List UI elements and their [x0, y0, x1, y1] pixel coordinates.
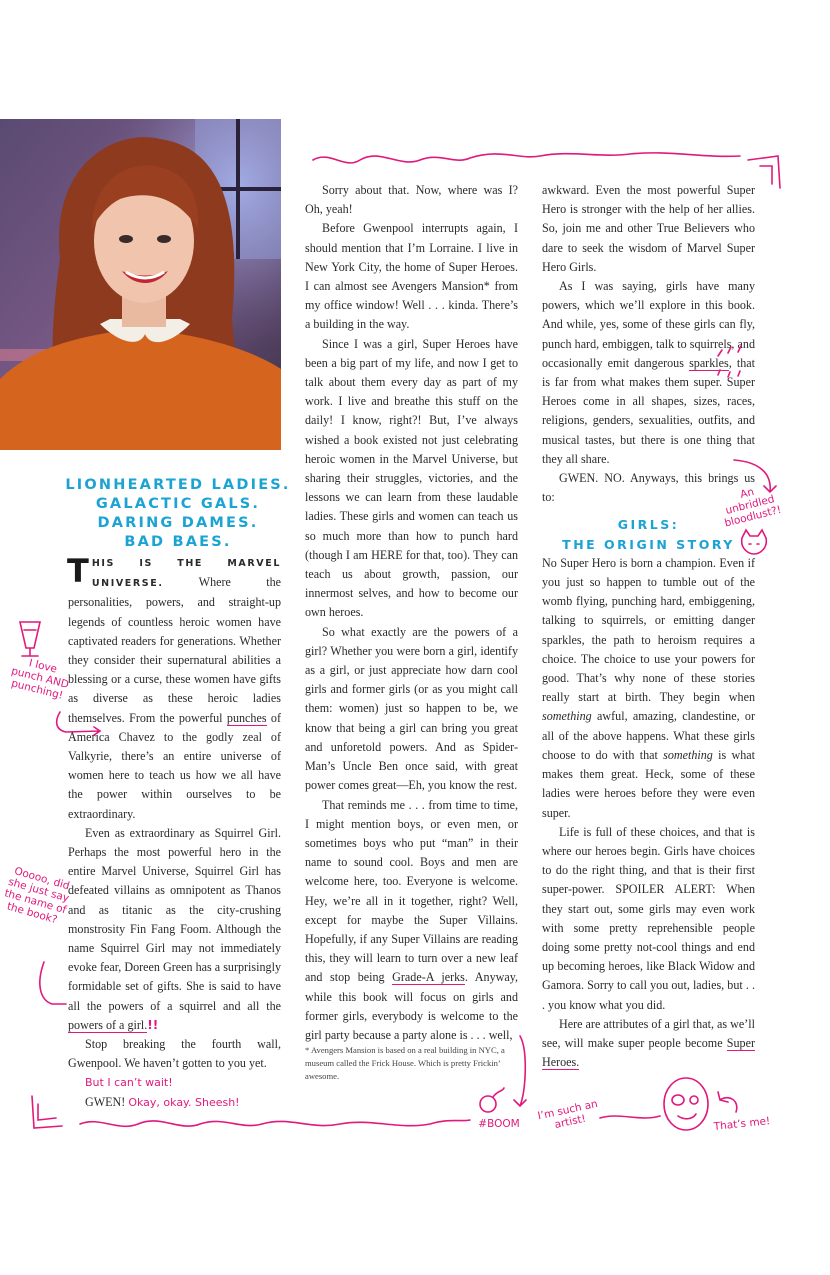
self-portrait-eye	[672, 1095, 684, 1105]
headline-line: BAD BAES.	[124, 534, 232, 550]
underlined-text: Grade-A jerks	[392, 970, 465, 985]
headline-line: LIONHEARTED LADIES.	[65, 477, 291, 493]
author-portrait	[0, 119, 281, 450]
column-3	[542, 181, 755, 1072]
paragraph	[305, 796, 518, 1046]
paragraph-text: awful, amazing, clandestine, or all of the above happens. What these girls choose to do with that	[542, 709, 755, 762]
paragraph-text: GWEN!	[85, 1094, 129, 1109]
paragraph: Since I was a girl, Super Heroes have been a big part of my life, and now I get to talk about them every day as part of my work. I live and breathe this stuff on the daily! I know, right?! But, I’ve always wished a book existed not just celebrating heroic women in the Marvel Universe, but sharing their struggles, victories, and the lessons we can learn from these laudable ladies. These girls and women can teach us so much more than how to punch hard (though I am HERE for that, too). They can teach us about growth, passion, our innermost selves, and how to become our own heroes.	[305, 336, 518, 620]
gwenpool-interjection: But I can’t wait!	[85, 1076, 173, 1090]
paragraph: So what exactly are the powers of a girl? Whether you were born a girl, identify as a girl, or just appreciate how darn cool girls and former girls (or as you might call them: women) just so happen to be, we know that being a girl can bring you great and unforetold powers. And as Spider-Man’s Uncle Ben once said, with great power comes great—Eh, you know the rest.	[305, 624, 518, 793]
paragraph: Sorry about that. Now, where was I? Oh, yeah!	[305, 183, 518, 217]
paragraph	[542, 277, 755, 469]
italic-text: something	[663, 747, 713, 762]
self-portrait-eye	[690, 1096, 698, 1104]
paragraph: Life is full of these choices, and that is where our heroes begin. Girls have choices to do the right thing, and that is their first super-power. SPOILER ALERT: When they start out, some girls may even work with some pretty reprehensible people doing some pretty not-cool things and end up becoming heroes, like Black Widow and Gamora. Sorry to call you out, ladies, but . . . you know what you did.	[542, 824, 755, 1012]
drop-cap: T	[67, 552, 89, 590]
doodle-ooooo: Ooooo, did she just say the name of the book?	[3, 865, 71, 927]
italic-text: something	[542, 709, 592, 724]
arrow-thats-me	[718, 1092, 737, 1112]
underlined-text: powers of a girl.	[68, 1017, 148, 1032]
paragraph-text: As I was saying, girls have many powers, which we’ll explore in this book. And while, yes, some of these girls can fly, punch hard, embiggen, talk to squirrels, and occasionally emit dangerous	[542, 279, 755, 370]
self-portrait-doodle	[664, 1078, 708, 1130]
doodle-artist: I’m such an artist!	[536, 1097, 599, 1132]
column-2	[305, 181, 518, 1045]
doodle-bloodlust: An unbridled bloodlust?!	[723, 485, 783, 530]
paragraph	[68, 1093, 281, 1112]
paragraph-text: Even as extraordinary as Squirrel Girl. Perhaps the most powerful hero in the entire Marvel Universe, Squirrel Girl has defeated villains as omnipotent as Thanos and as titanic as the city-crushing monstrosity Fin Fang Foom. Although the name Squirrel Girl may not immediately evoke fear, Doreen Green has a surprisingly formidable set of gifts. She is said to have all the powers of a squirrel and all the	[68, 825, 281, 1013]
paragraph	[542, 554, 755, 823]
underlined-text: punches	[226, 710, 267, 725]
squiggle-bottom	[80, 1120, 470, 1126]
section-heading-line: THE ORIGIN STORY	[562, 536, 735, 552]
paragraph	[542, 1015, 755, 1073]
footnote	[305, 1044, 518, 1083]
lead-smallcaps: HIS IS THE MARVEL UNIVERSE.	[91, 558, 281, 590]
section-heading-line: GIRLS:	[617, 517, 680, 533]
bomb-fuse	[493, 1088, 504, 1097]
headline	[60, 476, 296, 552]
arrow-ooooo	[40, 962, 66, 1004]
footnote-text: * Avengers Mansion is based on a real building in NYC, a museum called the Frick House. Which is pretty Frickin’ awesome.	[305, 1045, 505, 1081]
paragraph	[68, 824, 281, 1035]
paragraph-text: is what makes them great. Heck, some of these ladies were heroes before they were even super.	[542, 747, 755, 820]
headline-line: DARING DAMES.	[97, 515, 259, 531]
intro-paragraph	[68, 553, 281, 824]
gwenpool-interjection: Okay, okay. Sheesh!	[128, 1095, 240, 1109]
underlined-text: Super Heroes.	[542, 1035, 755, 1070]
paragraph: awkward. Even the most powerful Super Hero is stronger with the help of her allies. So, join me and other True Believers who dare to seek the wisdom of Marvel Super Hero Girls.	[542, 183, 755, 274]
squiggle-bottom-right	[600, 1116, 660, 1118]
paragraph: Before Gwenpool interrupts again, I should mention that I’m Lorraine. I live in New York City, the home of Super Heroes. I can almost see Avengers Mansion* from my office window! Well . . . kinda. There’s a building in the way.	[305, 221, 518, 332]
paragraph-text: , that is far from what makes them super. Super Heroes come in all shapes, sizes, races, religions, genders, sexualities, outfits, and musical tastes, but there is one thing that they all share.	[542, 355, 755, 466]
paragraph-text: . Anyway, while this book will focus on girls and former girls, everybody is welcome to the girl party because a party alone is . . . well,	[305, 970, 519, 1042]
doodle-thats-me: That’s me!	[713, 1115, 771, 1133]
punch-drink-icon	[20, 622, 40, 656]
corner-bottom-left	[32, 1096, 62, 1128]
underlined-text: sparkles	[689, 355, 729, 370]
paragraph: GWEN. NO. Anyways, this brings us to:	[542, 471, 755, 505]
doodle-boom: #BOOM	[478, 1118, 520, 1130]
paragraph-text: of America Chavez to the godly zeal of Valkyrie, there’s an entire universe of women here to teach us how we all have the power within ourselves to be extraordinary.	[68, 710, 281, 821]
doodle-love-punch: I love punch AND punching!	[9, 657, 71, 702]
exclamation-doodle: !!	[147, 1017, 159, 1032]
paragraph: Stop breaking the fourth wall, Gwenpool. We haven’t gotten to you yet.	[68, 1037, 281, 1071]
paragraph-text: No Super Hero is born a champion. Even if you just so happen to tumble out of the womb flying, punching hard, embiggening, talking to squirrels, or emitting danger sparkles, the path to heroism requires a choice. The choice to use your powers for good. That’s why none of these stories really start at birth. They begin when	[542, 555, 755, 705]
paragraph-text: Where the personalities, powers, and straight-up legends of countless heroic women have captivated readers for generations. Whether they consider their supernatural abilities a blessing or a curse, these women have gifts as diverse as these heroic ladies themselves. From the powerful	[68, 575, 281, 725]
paragraph-text: That reminds me . . . from time to time, I might mention boys, or even men, or sometimes boys who put “man” in their name to sound cool. Boys and men are welcome here, too. Everyone is welcome. Hey, we’re all in it together, right? Well, except for maybe the Super Villains. Hopefully, if any Super Villains are reading this, they will learn to turn over a new leaf and stop being	[305, 797, 518, 985]
column-1	[68, 553, 281, 1112]
squiggle-top	[313, 153, 740, 163]
self-portrait-mouth	[678, 1114, 696, 1119]
paragraph-text: Here are attributes of a girl that, as we’ll see, will make super people become	[542, 1016, 755, 1050]
headline-line: GALACTIC GALS.	[95, 496, 261, 512]
bomb-icon	[480, 1096, 496, 1112]
